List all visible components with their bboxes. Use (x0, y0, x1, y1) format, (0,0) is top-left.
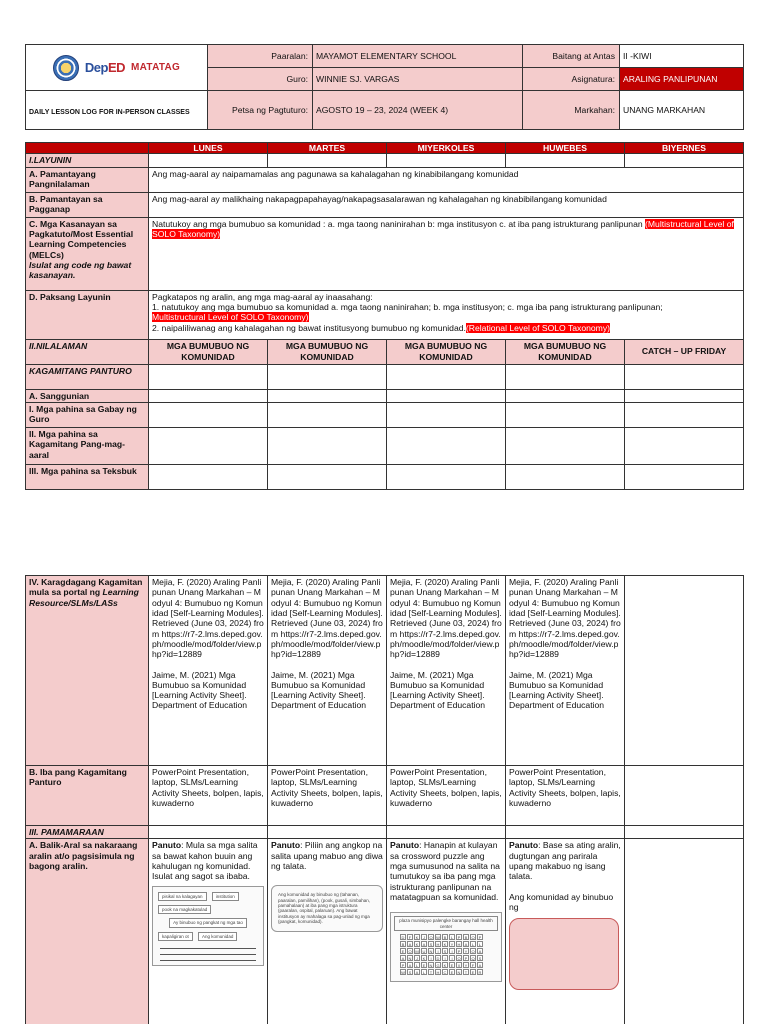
crossword-cell: X (457, 962, 461, 968)
crossword-cell: K (415, 934, 419, 940)
crossword-cell: R (478, 969, 482, 975)
panuto-label: Panuto (152, 840, 182, 851)
paksang-item-2-tag: (Relational Level of SOLO Taxonomy) (465, 322, 611, 333)
crossword-cell: A (422, 941, 426, 947)
pamantayan-pagganap-text: Ang mag-aaral ay malikhaing nakapagpapahayag/nakapagsasalarawan ng kahalagahan ng kinabibilangang komunidad (149, 192, 744, 217)
crossword-cell: D (401, 934, 405, 940)
markahan-label: Markahan: (523, 91, 620, 130)
logo-cell (26, 45, 208, 91)
reference-1: Mejia, F. (2020) Araling Panlipunan Unang Markahan – Modyul 4: Bumubuo ng Komunidad [Self-Learning Modules]. Retrieved (June 03, 2024) from https://r7-2.lms.deped.gov.ph/moodle/mod/folder/view.php?id=12889 (509, 577, 621, 660)
crossword-cell: P (457, 934, 461, 940)
crossword-cell: K (422, 955, 426, 961)
iba-pang-martes: PowerPoint Presentation, laptop, SLMs/Learning Activity Sheets, bolpen, lapis, kuwaderno (268, 766, 387, 826)
karagdagang-huwebes (506, 576, 625, 766)
crossword-cell: U (422, 948, 426, 954)
answer-line (160, 944, 256, 949)
nilalaman-label: II.NILALAMAN (26, 339, 149, 364)
paksang-intro: Pagkatapos ng aralin, ang mga mag-aaral ay inaasahang: (152, 291, 373, 302)
crossword-cell: M (415, 948, 419, 954)
panuto-label: Panuto (390, 840, 420, 851)
balik-aral-label: A. Balik-Aral sa nakaraang aralin at/o pagsisimula ng bagong aralin. (26, 839, 149, 1024)
melcs-label-cell (26, 217, 149, 290)
crossword-cell: P (478, 934, 482, 940)
melcs-note: Isulat ang code ng bawat kasanayan. (29, 259, 132, 281)
crossword-cell: K (443, 962, 447, 968)
crossword-cell: Q (471, 955, 475, 961)
ws1-box: Ang komunidad (198, 932, 237, 941)
ws2-text: Ang komunidad ay binubuo ng (tahanan, paaralan, pamilihan), (pook, gusali, simbahan, pamahalaan) at iba pang mga istruktura (paaralan, ospital, palaruan). Ang bawat institusyon ay mahalaga sa pag-unlad ng mga (pangkat, komunidad). (278, 892, 371, 925)
worksheet-lunes-thumbnail (152, 886, 264, 967)
answer-line (160, 956, 256, 961)
paaralan-label: Paaralan: (208, 45, 313, 68)
karagdagang-kagamitan-label (26, 576, 149, 766)
lunes-panuto-text: : Mula sa mga salita sa bawat kahon buuin ang kahulugan ng komunidad. Isulat ang sagot sa ibaba. (152, 840, 258, 882)
crossword-cell: H (436, 941, 440, 947)
petsa-label: Petsa ng Pagtuturo: (208, 91, 313, 130)
crossword-cell: C (443, 969, 447, 975)
crossword-cell: O (408, 948, 412, 954)
crossword-cell: A (401, 955, 405, 961)
crossword-cell: O (471, 948, 475, 954)
crossword-cell: L (450, 934, 454, 940)
crossword-cell: H (457, 941, 461, 947)
reference-1: Mejia, F. (2020) Araling Panlipunan Unang Markahan – Modyul 4: Bumubuo ng Komunidad [Self-Learning Modules]. Retrieved (June 03, 2024) from https://r7-2.lms.deped.gov.ph/moodle/mod/folder/view.php?id=12889 (390, 577, 502, 660)
crossword-cell: P (464, 955, 468, 961)
panuto-label: Panuto (509, 840, 539, 851)
reference-1: Mejia, F. (2020) Araling Panlipunan Unang Markahan – Modyul 4: Bumubuo ng Komunidad [Self-Learning Modules]. Retrieved (June 03, 2024) from https://r7-2.lms.deped.gov.ph/moodle/mod/folder/view.php?id=12889 (271, 577, 383, 660)
panuto-label: Panuto (271, 840, 301, 851)
asignatura-value: ARALING PANLIPUNAN (620, 68, 744, 91)
balik-aral-martes (268, 839, 387, 1024)
melcs-text: Natutukoy ang mga bumubuo sa komunidad : a. mga taong naninirahan b: mga institusyon c. at iba pang istrukturang panlipunan (152, 218, 643, 229)
crossword-cell: E (450, 962, 454, 968)
layunin-label: I.LAYUNIN (26, 154, 149, 167)
crossword-cell: T (429, 969, 433, 975)
karagdagang-label-a: IV. Karagdagang Kagamitan mula sa portal ng (29, 577, 143, 598)
crossword-cell: K (415, 941, 419, 947)
crossword-cell: N (408, 955, 412, 961)
answer-line (160, 950, 256, 955)
karagdagang-miyerkoles (387, 576, 506, 766)
topic-miyerkoles: MGA BUMUBUO NG KOMUNIDAD (387, 339, 506, 364)
pamamaraan-label: III. PAMAMARAAN (26, 826, 149, 839)
topic-lunes: MGA BUMUBUO NG KOMUNIDAD (149, 339, 268, 364)
deped-seal-icon (53, 55, 79, 81)
reference-2: Jaime, M. (2021) Mga Bumubuo sa Komunidad [Learning Activity Sheet]. Department of Education (271, 669, 367, 711)
day-martes: MARTES (268, 143, 387, 154)
ws1-box: pook na magkakatulad (158, 905, 211, 914)
day-miyerkoles: MIYERKOLES (387, 143, 506, 154)
petsa-value: AGOSTO 19 – 23, 2024 (WEEK 4) (313, 91, 523, 130)
markahan-value: UNANG MARKAHAN (620, 91, 744, 130)
dll-title (26, 91, 208, 130)
crossword-cell: A (408, 962, 412, 968)
crossword-cell: A (408, 941, 412, 947)
crossword-cell: D (436, 955, 440, 961)
crossword-cell: L (478, 941, 482, 947)
crossword-cell: K (443, 941, 447, 947)
reference-2: Jaime, M. (2021) Mga Bumubuo sa Komunidad [Learning Activity Sheet]. Department of Education (390, 669, 486, 711)
crossword-cell: L (471, 941, 475, 947)
lesson-table-2 (25, 575, 744, 1024)
crossword-cell: A (478, 962, 482, 968)
crossword-cell: Y (464, 948, 468, 954)
reference-1: Mejia, F. (2020) Araling Panlipunan Unang Markahan – Modyul 4: Bumubuo ng Komunidad [Self-Learning Modules]. Retrieved (June 03, 2024) from https://r7-2.lms.deped.gov.ph/moodle/mod/folder/view.php?id=12889 (152, 577, 264, 660)
crossword-cell: A (478, 948, 482, 954)
asignatura-label: Asignatura: (523, 68, 620, 91)
balik-aral-huwebes (506, 839, 625, 1024)
baitang-label: Baitang at Antas (523, 45, 620, 68)
matatag-logo: MATATAG (131, 61, 181, 73)
crossword-cell: P (457, 948, 461, 954)
crossword-cell: E (450, 969, 454, 975)
crossword-cell: S (429, 941, 433, 947)
crossword-cell: T (464, 969, 468, 975)
paksang-item-1: 1. natutukoy ang mga bumubuo sa komunidad a. mga taong naninirahan; b. mga institusyon; c. mga iba pang istrukturang panlipunan; (152, 301, 663, 312)
crossword-cell: E (471, 969, 475, 975)
balik-aral-lunes (149, 839, 268, 1024)
crossword-cell: I (428, 955, 434, 961)
crossword-cell: F (471, 962, 475, 968)
topic-huwebes: MGA BUMUBUO NG KOMUNIDAD (506, 339, 625, 364)
paksang-layunin-label: D. Paksang Layunin (26, 290, 149, 339)
gabay-guro-label: I. Mga pahina sa Gabay ng Guro (26, 402, 149, 427)
crossword-cell: E (422, 962, 426, 968)
crossword-cell: S (443, 948, 447, 954)
day-biyernes: BIYERNES (625, 143, 744, 154)
worksheet-martes-thumbnail (271, 885, 383, 931)
crossword-cell: H (436, 969, 440, 975)
lesson-table-1 (25, 142, 744, 490)
day-huwebes: HUWEBES (506, 143, 625, 154)
crossword-cell: O (429, 934, 433, 940)
crossword-cell: O (457, 955, 461, 961)
martes-panuto-text: : Piliin ang angkop na salita upang mabuo ang diwa ng talata. (271, 840, 383, 871)
crossword-cell: N (429, 962, 433, 968)
ws3-word-bank: plaza munisipyo palengke barangay hall health center (394, 916, 498, 931)
day-header-blank (26, 143, 149, 154)
crossword-cell: Y (450, 941, 454, 947)
pamantayan-pagganap-label: B. Pamantayan sa Pagganap (26, 192, 149, 217)
crossword-cell: N (429, 948, 433, 954)
huwebes-prompt: Ang komunidad ay binubuo ng (509, 891, 614, 912)
crossword-cell: O (471, 934, 475, 940)
paaralan-value: MAYAMOT ELEMENTARY SCHOOL (313, 45, 523, 68)
deped-logo: DepED (84, 59, 125, 75)
balik-aral-miyerkoles (387, 839, 506, 1024)
crossword-grid (400, 934, 492, 975)
melcs-solo-tag: (Multistructural Level of SOLO Taxonomy) (152, 218, 734, 239)
paksang-item-1-tag: Multistructural Level of SOLO Taxonomy) (152, 312, 309, 323)
ws1-box: kapaligiran ot (158, 932, 193, 941)
karagdagang-label-b: Learning Resource/SLMs/LASs (29, 587, 139, 608)
ws1-box: institution (212, 892, 239, 901)
crossword-cell: I (449, 948, 455, 954)
guro-label: Guro: (208, 68, 313, 91)
pamantayang-pangnilalaman-text: Ang mag-aaral ay naipamamalas ang pagunawa sa kahalagahan ng kinabibilangang komunidad (149, 167, 744, 192)
crossword-cell: B (443, 934, 447, 940)
crossword-cell: W (401, 969, 405, 975)
crossword-cell: J (423, 934, 425, 940)
crossword-cell: I (442, 955, 448, 961)
sanggunian-label: A. Sanggunian (26, 389, 149, 402)
crossword-cell: G (436, 962, 440, 968)
crossword-cell: S (478, 955, 482, 961)
guro-value: WINNIE SJ. VARGAS (313, 68, 523, 91)
balik-aral-biyernes (625, 839, 744, 1024)
crossword-cell: A (464, 941, 468, 947)
dll-title-text: DAILY LESSON LOG FOR IN-PERSON CLASSES (29, 108, 190, 116)
header-table (25, 44, 744, 130)
reference-2: Jaime, M. (2021) Mga Bumubuo sa Komunidad [Learning Activity Sheet]. Department of Education (509, 669, 605, 711)
topic-biyernes: CATCH – UP FRIDAY (625, 339, 744, 364)
crossword-cell: P (401, 962, 405, 968)
iba-pang-kagamitan-label: B. Iba pang Kagamitang Panturo (26, 766, 149, 826)
crossword-cell: B (401, 941, 405, 947)
crossword-cell: A (415, 969, 419, 975)
crossword-cell: L (422, 969, 426, 975)
crossword-cell: I (435, 948, 441, 954)
reference-2: Jaime, M. (2021) Mga Bumubuo sa Komunidad [Learning Activity Sheet]. Department of Education (152, 669, 248, 711)
answer-box (509, 918, 619, 990)
melcs-label: C. Mga Kasanayan sa Pagkatuto/Most Essential Learning Competencies (MELCs) (29, 218, 134, 260)
pamantayang-pangnilalaman-label: A. Pamantayang Pangnilalaman (26, 167, 149, 192)
crossword-cell: W (436, 934, 440, 940)
day-lunes: LUNES (149, 143, 268, 154)
karagdagang-martes (268, 576, 387, 766)
ws1-box: Ay binubuo ng pangkat ng mga tao (169, 918, 247, 927)
worksheet-miyerkoles-thumbnail (390, 912, 502, 982)
teksbuk-label: III. Mga pahina sa Teksbuk (26, 464, 149, 489)
crossword-cell: S (408, 969, 412, 975)
crossword-cell: E (401, 948, 405, 954)
kagamitang-panturo-label: KAGAMITANG PANTURO (26, 364, 149, 389)
crossword-cell: J (416, 955, 418, 961)
melcs-cell (149, 217, 744, 290)
iba-pang-biyernes (625, 766, 744, 826)
crossword-cell: I (449, 955, 455, 961)
iba-pang-huwebes: PowerPoint Presentation, laptop, SLMs/Learning Activity Sheets, bolpen, lapis, kuwaderno (506, 766, 625, 826)
logo-row (29, 53, 204, 83)
crossword-cell: Y (464, 962, 468, 968)
ws1-box: pisikal na kalagayan (158, 892, 207, 901)
miyerkoles-panuto-text: : Hanapin at kulayan sa crossword puzzle ang mga sumusunod na salita na tumutukoy sa iba pang mga istrukturang panlipunan na matatagpuan sa komunidad. (390, 840, 500, 902)
paksang-layunin-cell (149, 290, 744, 339)
crossword-cell: N (457, 969, 461, 975)
paksang-item-2: 2. naipaliliwanag ang kahalagahan ng bawat institusyong bumubuo ng komunidad. (152, 322, 466, 333)
crossword-cell: B (464, 934, 468, 940)
crossword-cell: L (415, 962, 419, 968)
iba-pang-lunes: PowerPoint Presentation, laptop, SLMs/Learning Activity Sheets, bolpen, lapis, kuwaderno (149, 766, 268, 826)
day-header-row (26, 143, 744, 154)
baitang-value: II -KIWI (620, 45, 744, 68)
karagdagang-biyernes (625, 576, 744, 766)
karagdagang-lunes (149, 576, 268, 766)
crossword-cell: F (408, 934, 412, 940)
iba-pang-miyerkoles: PowerPoint Presentation, laptop, SLMs/Learning Activity Sheets, bolpen, lapis, kuwaderno (387, 766, 506, 826)
huwebes-panuto-text: : Base sa ating aralin, dugtungan ang parirala upang makabuo ng isang talata. (509, 840, 621, 882)
topic-martes: MGA BUMUBUO NG KOMUNIDAD (268, 339, 387, 364)
kagamitang-pang-mag-aaral-label: II. Mga pahina sa Kagamitang Pang-mag-aaral (26, 427, 149, 464)
